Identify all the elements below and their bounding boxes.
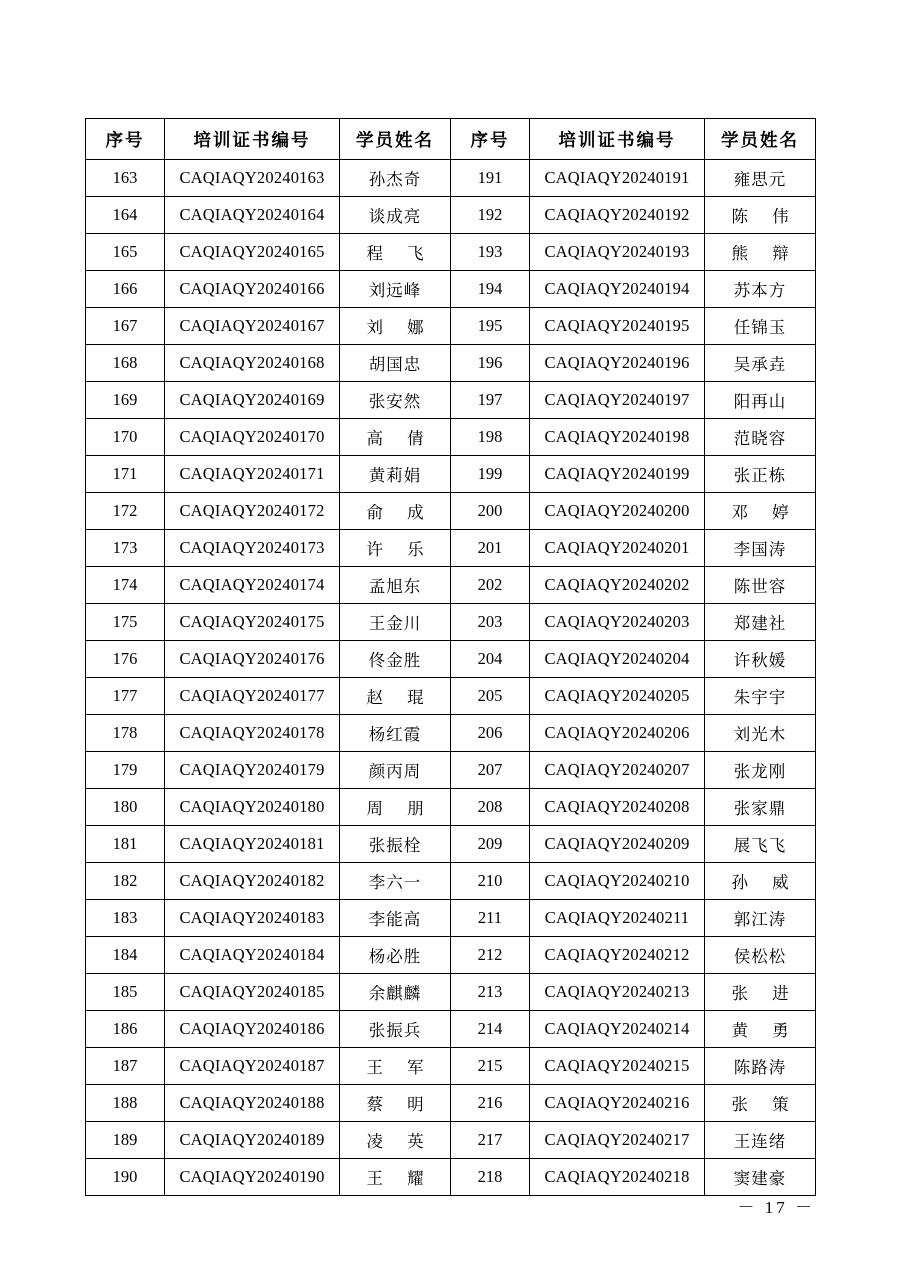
- cell-certificate-right: CAQIAQY20240205: [530, 678, 705, 715]
- cell-certificate-left: CAQIAQY20240174: [165, 567, 340, 604]
- cell-name-right: 郑建社: [705, 604, 816, 641]
- cell-seq-left: 173: [86, 530, 165, 567]
- cell-seq-left: 169: [86, 382, 165, 419]
- cell-certificate-right: CAQIAQY20240209: [530, 826, 705, 863]
- table-row: [86, 1159, 816, 1196]
- table-header-row: [86, 119, 816, 160]
- cell-certificate-right: CAQIAQY20240201: [530, 530, 705, 567]
- cell-certificate-left: CAQIAQY20240163: [165, 160, 340, 197]
- table-row: [86, 1011, 816, 1048]
- cell-name-left: 张安然: [340, 382, 451, 419]
- cell-certificate-right: CAQIAQY20240200: [530, 493, 705, 530]
- cell-seq-right: 213: [451, 974, 530, 1011]
- cell-name-right: 张家鼎: [705, 789, 816, 826]
- table-row: [86, 604, 816, 641]
- cell-name-left: 许 乐: [340, 530, 451, 567]
- cell-seq-right: 203: [451, 604, 530, 641]
- cell-seq-left: 190: [86, 1159, 165, 1196]
- cell-seq-left: 168: [86, 345, 165, 382]
- cell-name-left: 程 飞: [340, 234, 451, 271]
- cell-certificate-right: CAQIAQY20240208: [530, 789, 705, 826]
- table-row: [86, 493, 816, 530]
- cell-name-right: 窦建豪: [705, 1159, 816, 1196]
- cell-certificate-left: CAQIAQY20240186: [165, 1011, 340, 1048]
- cell-name-left: 李能高: [340, 900, 451, 937]
- cell-seq-right: 218: [451, 1159, 530, 1196]
- table-row: [86, 900, 816, 937]
- cell-seq-right: 199: [451, 456, 530, 493]
- page-number: － 17 －: [737, 1198, 815, 1217]
- table-row: [86, 345, 816, 382]
- cell-seq-left: 178: [86, 715, 165, 752]
- cell-certificate-right: CAQIAQY20240207: [530, 752, 705, 789]
- cell-certificate-left: CAQIAQY20240180: [165, 789, 340, 826]
- cell-seq-right: 202: [451, 567, 530, 604]
- cell-certificate-right: CAQIAQY20240203: [530, 604, 705, 641]
- cell-seq-right: 192: [451, 197, 530, 234]
- cell-name-left: 黄莉娟: [340, 456, 451, 493]
- cell-certificate-left: CAQIAQY20240183: [165, 900, 340, 937]
- cell-certificate-left: CAQIAQY20240177: [165, 678, 340, 715]
- cell-name-left: 谈成亮: [340, 197, 451, 234]
- cell-name-right: 任锦玉: [705, 308, 816, 345]
- table-body: [86, 160, 816, 1196]
- table-row: [86, 382, 816, 419]
- cell-name-right: 陈 伟: [705, 197, 816, 234]
- cell-seq-left: 179: [86, 752, 165, 789]
- cell-name-left: 周 朋: [340, 789, 451, 826]
- cell-name-right: 刘光木: [705, 715, 816, 752]
- column-header-seq-left: 序号: [86, 119, 165, 160]
- cell-name-left: 杨必胜: [340, 937, 451, 974]
- cell-certificate-left: CAQIAQY20240173: [165, 530, 340, 567]
- column-header-name-left: 学员姓名: [340, 119, 451, 160]
- cell-name-right: 许秋媛: [705, 641, 816, 678]
- cell-name-right: 张正栋: [705, 456, 816, 493]
- cell-certificate-left: CAQIAQY20240165: [165, 234, 340, 271]
- cell-seq-right: 197: [451, 382, 530, 419]
- cell-name-right: 范晓容: [705, 419, 816, 456]
- cell-name-left: 刘 娜: [340, 308, 451, 345]
- cell-certificate-right: CAQIAQY20240211: [530, 900, 705, 937]
- cell-certificate-right: CAQIAQY20240216: [530, 1085, 705, 1122]
- table-row: [86, 234, 816, 271]
- cell-name-left: 胡国忠: [340, 345, 451, 382]
- cell-seq-right: 195: [451, 308, 530, 345]
- cell-seq-left: 172: [86, 493, 165, 530]
- cell-certificate-right: CAQIAQY20240214: [530, 1011, 705, 1048]
- cell-name-right: 吴承垚: [705, 345, 816, 382]
- cell-seq-right: 217: [451, 1122, 530, 1159]
- cell-name-left: 凌 英: [340, 1122, 451, 1159]
- cell-seq-right: 191: [451, 160, 530, 197]
- cell-seq-left: 176: [86, 641, 165, 678]
- cell-certificate-left: CAQIAQY20240172: [165, 493, 340, 530]
- cell-certificate-left: CAQIAQY20240176: [165, 641, 340, 678]
- cell-seq-left: 182: [86, 863, 165, 900]
- cell-certificate-right: CAQIAQY20240202: [530, 567, 705, 604]
- cell-certificate-right: CAQIAQY20240193: [530, 234, 705, 271]
- cell-name-right: 熊 辩: [705, 234, 816, 271]
- table-row: [86, 826, 816, 863]
- cell-seq-left: 189: [86, 1122, 165, 1159]
- cell-name-left: 高 倩: [340, 419, 451, 456]
- cell-certificate-left: CAQIAQY20240190: [165, 1159, 340, 1196]
- table-row: [86, 1048, 816, 1085]
- cell-certificate-right: CAQIAQY20240217: [530, 1122, 705, 1159]
- cell-seq-left: 166: [86, 271, 165, 308]
- cell-certificate-right: CAQIAQY20240204: [530, 641, 705, 678]
- column-header-seq-right: 序号: [451, 119, 530, 160]
- cell-certificate-left: CAQIAQY20240184: [165, 937, 340, 974]
- cell-certificate-right: CAQIAQY20240191: [530, 160, 705, 197]
- cell-certificate-right: CAQIAQY20240198: [530, 419, 705, 456]
- table-row: [86, 678, 816, 715]
- cell-seq-right: 205: [451, 678, 530, 715]
- cell-name-left: 俞 成: [340, 493, 451, 530]
- table-row: [86, 863, 816, 900]
- cell-seq-left: 167: [86, 308, 165, 345]
- cell-certificate-right: CAQIAQY20240215: [530, 1048, 705, 1085]
- cell-name-left: 赵 琨: [340, 678, 451, 715]
- cell-certificate-left: CAQIAQY20240181: [165, 826, 340, 863]
- table-row: [86, 308, 816, 345]
- cell-certificate-left: CAQIAQY20240169: [165, 382, 340, 419]
- cell-name-right: 陈路涛: [705, 1048, 816, 1085]
- cell-seq-left: 164: [86, 197, 165, 234]
- column-header-certificate-left: 培训证书编号: [165, 119, 340, 160]
- cell-name-left: 孟旭东: [340, 567, 451, 604]
- cell-seq-left: 186: [86, 1011, 165, 1048]
- cell-name-left: 王金川: [340, 604, 451, 641]
- cell-certificate-right: CAQIAQY20240197: [530, 382, 705, 419]
- cell-name-right: 雍思元: [705, 160, 816, 197]
- cell-seq-right: 214: [451, 1011, 530, 1048]
- cell-certificate-left: CAQIAQY20240182: [165, 863, 340, 900]
- cell-seq-left: 177: [86, 678, 165, 715]
- cell-name-right: 展飞飞: [705, 826, 816, 863]
- cell-seq-left: 183: [86, 900, 165, 937]
- cell-certificate-right: CAQIAQY20240212: [530, 937, 705, 974]
- cell-name-left: 张振栓: [340, 826, 451, 863]
- cell-certificate-left: CAQIAQY20240171: [165, 456, 340, 493]
- table-header: [86, 119, 816, 160]
- cell-name-right: 苏本方: [705, 271, 816, 308]
- cell-name-right: 王连绪: [705, 1122, 816, 1159]
- cell-seq-right: 216: [451, 1085, 530, 1122]
- table-row: [86, 197, 816, 234]
- cell-name-right: 邓 婷: [705, 493, 816, 530]
- cell-certificate-left: CAQIAQY20240187: [165, 1048, 340, 1085]
- cell-seq-left: 188: [86, 1085, 165, 1122]
- cell-certificate-right: CAQIAQY20240213: [530, 974, 705, 1011]
- cell-seq-right: 204: [451, 641, 530, 678]
- table-row: [86, 715, 816, 752]
- cell-name-left: 王 军: [340, 1048, 451, 1085]
- table-row: [86, 641, 816, 678]
- cell-seq-right: 196: [451, 345, 530, 382]
- cell-certificate-right: CAQIAQY20240199: [530, 456, 705, 493]
- cell-name-left: 蔡 明: [340, 1085, 451, 1122]
- cell-name-left: 颜丙周: [340, 752, 451, 789]
- cell-seq-right: 194: [451, 271, 530, 308]
- table-row: [86, 419, 816, 456]
- cell-name-left: 佟金胜: [340, 641, 451, 678]
- cell-seq-left: 175: [86, 604, 165, 641]
- cell-name-right: 郭江涛: [705, 900, 816, 937]
- cell-seq-left: 184: [86, 937, 165, 974]
- cell-seq-left: 165: [86, 234, 165, 271]
- cell-name-right: 李国涛: [705, 530, 816, 567]
- cell-name-left: 张振兵: [340, 1011, 451, 1048]
- cell-seq-right: 206: [451, 715, 530, 752]
- cell-name-left: 孙杰奇: [340, 160, 451, 197]
- cell-seq-left: 187: [86, 1048, 165, 1085]
- cell-seq-left: 171: [86, 456, 165, 493]
- cell-certificate-left: CAQIAQY20240188: [165, 1085, 340, 1122]
- cell-certificate-left: CAQIAQY20240164: [165, 197, 340, 234]
- cell-certificate-left: CAQIAQY20240170: [165, 419, 340, 456]
- table-row: [86, 456, 816, 493]
- cell-name-right: 朱宇宇: [705, 678, 816, 715]
- cell-certificate-right: CAQIAQY20240206: [530, 715, 705, 752]
- cell-certificate-left: CAQIAQY20240168: [165, 345, 340, 382]
- cell-seq-right: 201: [451, 530, 530, 567]
- table-row: [86, 789, 816, 826]
- cell-certificate-right: CAQIAQY20240192: [530, 197, 705, 234]
- cell-seq-left: 163: [86, 160, 165, 197]
- cell-seq-left: 170: [86, 419, 165, 456]
- cell-name-right: 张 进: [705, 974, 816, 1011]
- cell-certificate-right: CAQIAQY20240194: [530, 271, 705, 308]
- cell-certificate-right: CAQIAQY20240210: [530, 863, 705, 900]
- table-row: [86, 752, 816, 789]
- cell-seq-right: 211: [451, 900, 530, 937]
- cell-name-right: 阳再山: [705, 382, 816, 419]
- cell-name-left: 王 耀: [340, 1159, 451, 1196]
- column-header-name-right: 学员姓名: [705, 119, 816, 160]
- cell-certificate-left: CAQIAQY20240185: [165, 974, 340, 1011]
- table-row: [86, 160, 816, 197]
- cell-certificate-left: CAQIAQY20240166: [165, 271, 340, 308]
- cell-seq-right: 208: [451, 789, 530, 826]
- cell-seq-left: 181: [86, 826, 165, 863]
- column-header-certificate-right: 培训证书编号: [530, 119, 705, 160]
- cell-seq-right: 207: [451, 752, 530, 789]
- cell-certificate-left: CAQIAQY20240189: [165, 1122, 340, 1159]
- cell-name-left: 杨红霞: [340, 715, 451, 752]
- cell-seq-left: 174: [86, 567, 165, 604]
- cell-name-right: 孙 威: [705, 863, 816, 900]
- cell-seq-right: 193: [451, 234, 530, 271]
- table-row: [86, 567, 816, 604]
- table-row: [86, 530, 816, 567]
- cell-seq-left: 180: [86, 789, 165, 826]
- cell-certificate-left: CAQIAQY20240175: [165, 604, 340, 641]
- cell-certificate-left: CAQIAQY20240179: [165, 752, 340, 789]
- cell-name-right: 侯松松: [705, 937, 816, 974]
- cell-certificate-right: CAQIAQY20240196: [530, 345, 705, 382]
- trainee-certificate-table: [85, 118, 816, 1196]
- cell-name-right: 张龙刚: [705, 752, 816, 789]
- cell-name-left: 李六一: [340, 863, 451, 900]
- cell-seq-right: 215: [451, 1048, 530, 1085]
- cell-certificate-left: CAQIAQY20240178: [165, 715, 340, 752]
- cell-seq-right: 210: [451, 863, 530, 900]
- cell-seq-right: 200: [451, 493, 530, 530]
- cell-seq-right: 209: [451, 826, 530, 863]
- cell-name-left: 余麒麟: [340, 974, 451, 1011]
- cell-certificate-right: CAQIAQY20240195: [530, 308, 705, 345]
- table-row: [86, 271, 816, 308]
- cell-name-right: 陈世容: [705, 567, 816, 604]
- cell-certificate-right: CAQIAQY20240218: [530, 1159, 705, 1196]
- cell-seq-right: 198: [451, 419, 530, 456]
- table-row: [86, 974, 816, 1011]
- cell-seq-right: 212: [451, 937, 530, 974]
- cell-certificate-left: CAQIAQY20240167: [165, 308, 340, 345]
- cell-name-left: 刘远峰: [340, 271, 451, 308]
- cell-name-right: 黄 勇: [705, 1011, 816, 1048]
- table-row: [86, 937, 816, 974]
- table-row: [86, 1122, 816, 1159]
- cell-name-right: 张 策: [705, 1085, 816, 1122]
- cell-seq-left: 185: [86, 974, 165, 1011]
- table-row: [86, 1085, 816, 1122]
